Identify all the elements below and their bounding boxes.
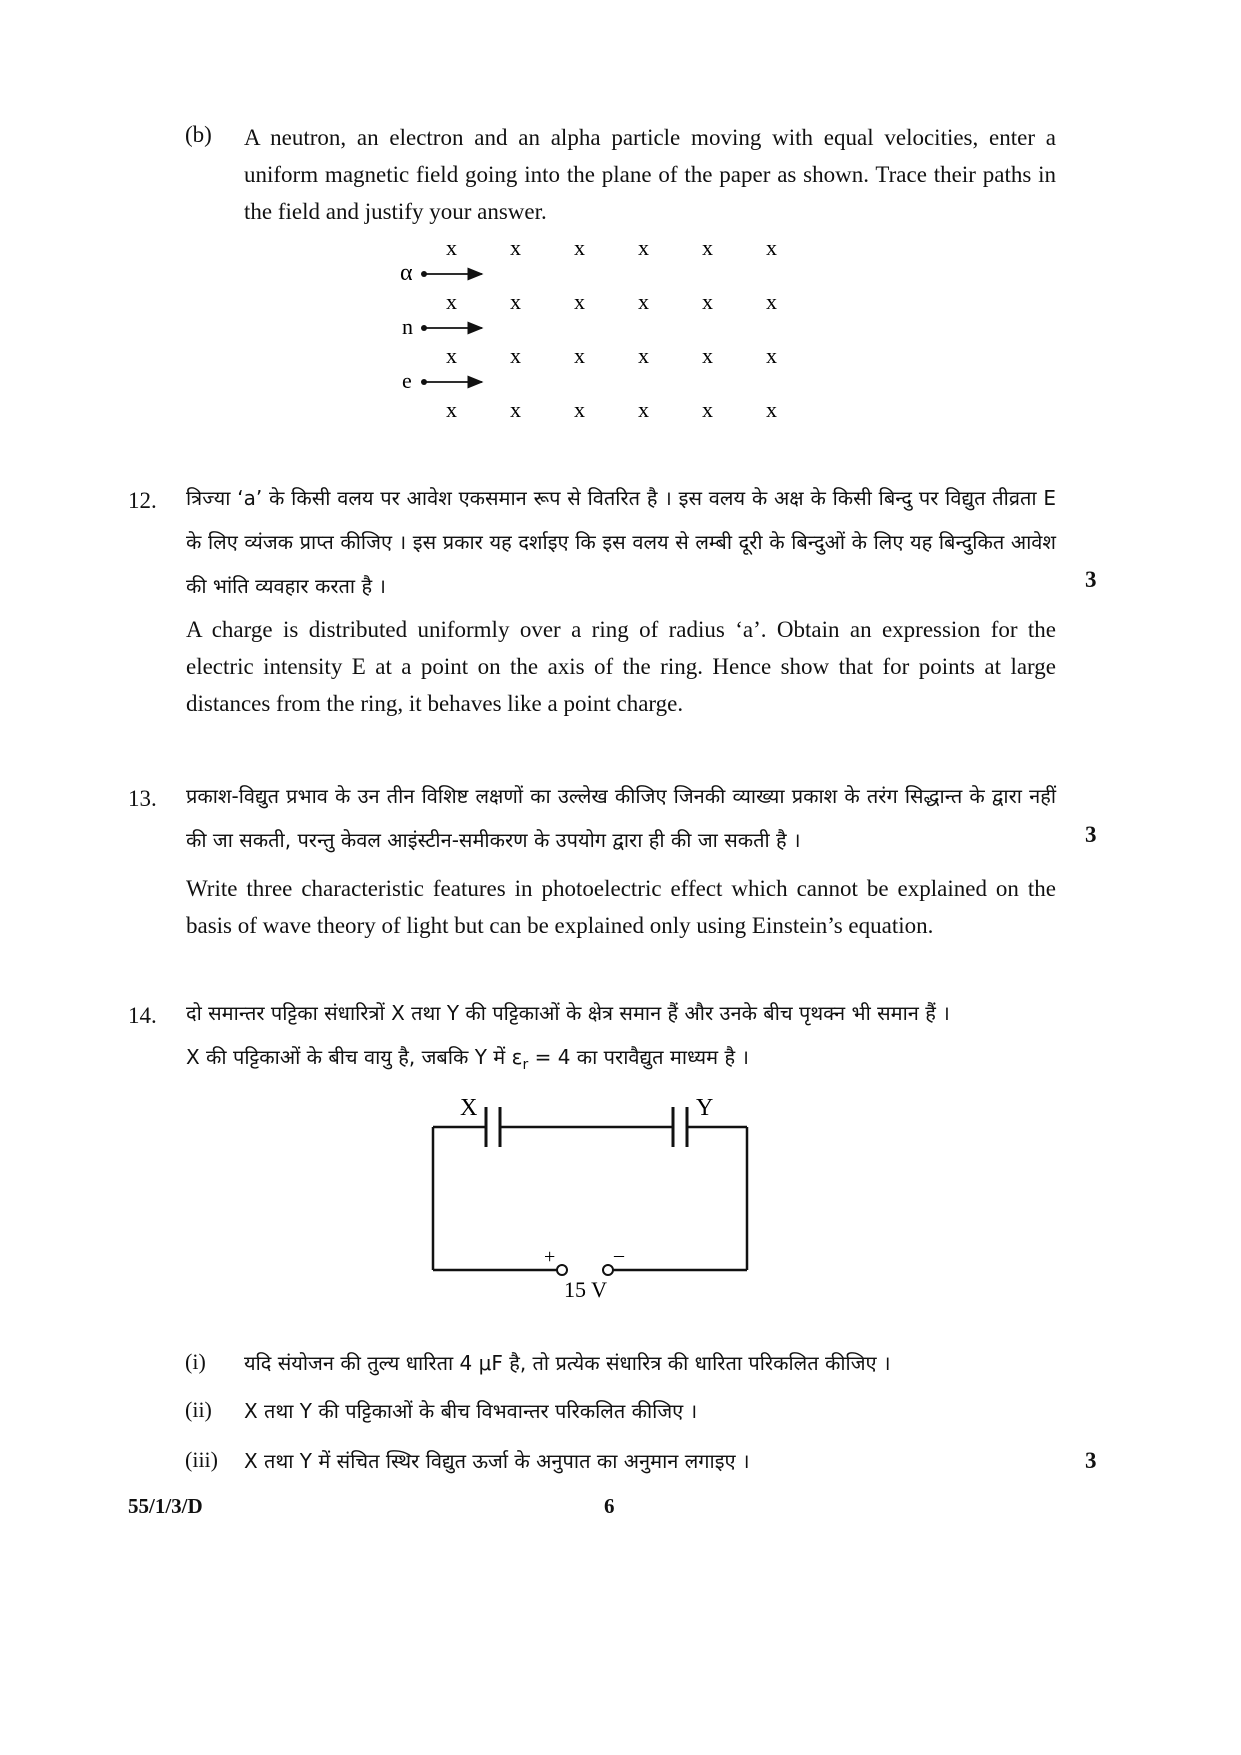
paper-code: 55/1/3/D (128, 1494, 203, 1518)
q14-marks: 3 (1085, 1448, 1097, 1473)
field-cross: x (766, 289, 777, 314)
alpha-label: α (400, 260, 413, 286)
q14-hindi-line2 (186, 1035, 749, 1087)
q14-hindi-line1: दो समान्तर पट्टिका संधारित्रों X तथा Y की पट्टिकाओं के क्षेत्र समान हैं और उनके बीच पृथक्न भी समान हैं । (186, 1001, 950, 1025)
q12-hindi-text: त्रिज्या ‘a’ के किसी वलय पर आवेश एकसमान रूप से वितरित है । इस वलय के अक्ष के किसी बिन्दु पर विद्युत तीव्रता E के लिए व्यंजक प्राप्त कीजिए । इस प्रकार यह दर्शाइए कि इस वलय से लम्बी दूरी के बिन्दुओं के लिए यह बिन्दुकित आवेश की भांति व्यवहार करता है । (186, 486, 1056, 598)
field-cross: x (446, 235, 457, 260)
alpha-particle (400, 260, 482, 286)
circuit-wires (433, 1127, 747, 1270)
q14-hindi-line2-part-b: = 4 का परावैद्युत माध्यम है । (528, 1045, 750, 1069)
capacitor-y (673, 1107, 687, 1147)
negative-terminal (603, 1265, 613, 1275)
field-cross: x (638, 343, 649, 368)
field-cross: x (638, 289, 649, 314)
capacitor-x (486, 1107, 500, 1147)
field-into-paper-crosses (446, 235, 777, 422)
q14-part-i-text: यदि संयोजन की तुल्य धारिता 4 μF है, तो प्रत्येक संधारित्र की धारिता परिकलित कीजिए । (244, 1351, 891, 1375)
field-cross: x (574, 397, 585, 422)
q13-hindi-text: प्रकाश-विद्युत प्रभाव के उन तीन विशिष्ट लक्षणों का उल्लेख कीजिए जिनकी व्याख्या प्रकाश के तरंग सिद्धान्त के द्वारा नहीं की जा सकती, परन्तु केवल आइंस्टीन-समीकरण के उपयोग द्वारा ही की जा सकती है । (186, 784, 1056, 852)
neutron-particle (402, 314, 482, 339)
q14-part-iii-label: (iii) (185, 1447, 218, 1472)
magnetic-field-diagram (390, 230, 810, 430)
q14-number: 14. (128, 1003, 157, 1028)
q11b-label: (b) (185, 122, 212, 147)
q14-hindi-line2-part-a: X की पट्टिकाओं के बीच वायु है, जबकि Y में ε (186, 1045, 523, 1069)
field-cross: x (574, 235, 585, 260)
minus-sign: – (614, 1244, 624, 1266)
plus-sign: + (544, 1246, 556, 1268)
field-cross: x (510, 397, 521, 422)
field-cross: x (766, 343, 777, 368)
field-cross: x (766, 235, 777, 260)
field-cross: x (446, 289, 457, 314)
electron-particle (402, 368, 482, 393)
q14-part-ii-text: X तथा Y की पट्टिकाओं के बीच विभवान्तर परिकलित कीजिए । (244, 1399, 698, 1423)
field-cross: x (702, 343, 713, 368)
neutron-label: n (402, 314, 413, 339)
q11b-text: A neutron, an electron and an alpha particle moving with equal velocities, enter a uniform magnetic field going into the plane of the paper as shown. Trace their paths in the field and justify your answer. (244, 125, 1056, 224)
field-cross: x (638, 235, 649, 260)
field-cross: x (766, 397, 777, 422)
field-cross: x (574, 289, 585, 314)
field-cross: x (510, 343, 521, 368)
q14-part-iii-text: X तथा Y में संचित स्थिर विद्युत ऊर्जा के अनुपात का अनुमान लगाइए । (244, 1449, 750, 1473)
capacitor-circuit-diagram (420, 1085, 760, 1305)
q13-english-text: Write three characteristic features in photoelectric effect which cannot be explained on the basis of wave theory of light but can be explained only using Einstein’s equation. (186, 876, 1056, 938)
field-cross: x (638, 397, 649, 422)
q14-part-i-label: (i) (185, 1349, 206, 1374)
page-number: 6 (604, 1494, 615, 1518)
epsilon-subscript: r (522, 1057, 529, 1073)
field-cross: x (446, 343, 457, 368)
voltage-label: 15 V (564, 1277, 607, 1302)
field-cross: x (702, 397, 713, 422)
field-cross: x (702, 289, 713, 314)
q13-marks: 3 (1085, 822, 1097, 847)
field-cross: x (446, 397, 457, 422)
field-cross: x (510, 235, 521, 260)
field-cross: x (702, 235, 713, 260)
capacitor-x-label: X (460, 1095, 478, 1121)
q12-number: 12. (128, 488, 157, 513)
field-cross: x (510, 289, 521, 314)
q13-number: 13. (128, 786, 157, 811)
q14-part-ii-label: (ii) (185, 1397, 212, 1422)
electron-label: e (402, 368, 412, 393)
q12-marks: 3 (1085, 567, 1097, 592)
capacitor-y-label: Y (696, 1095, 714, 1121)
q12-english-text: A charge is distributed uniformly over a ring of radius ‘a’. Obtain an expression for the electric intensity E at a point on the axis of the ring. Hence show that for points at large distances from the ring, it behaves like a point charge. (186, 617, 1056, 716)
positive-terminal (557, 1265, 567, 1275)
field-cross: x (574, 343, 585, 368)
